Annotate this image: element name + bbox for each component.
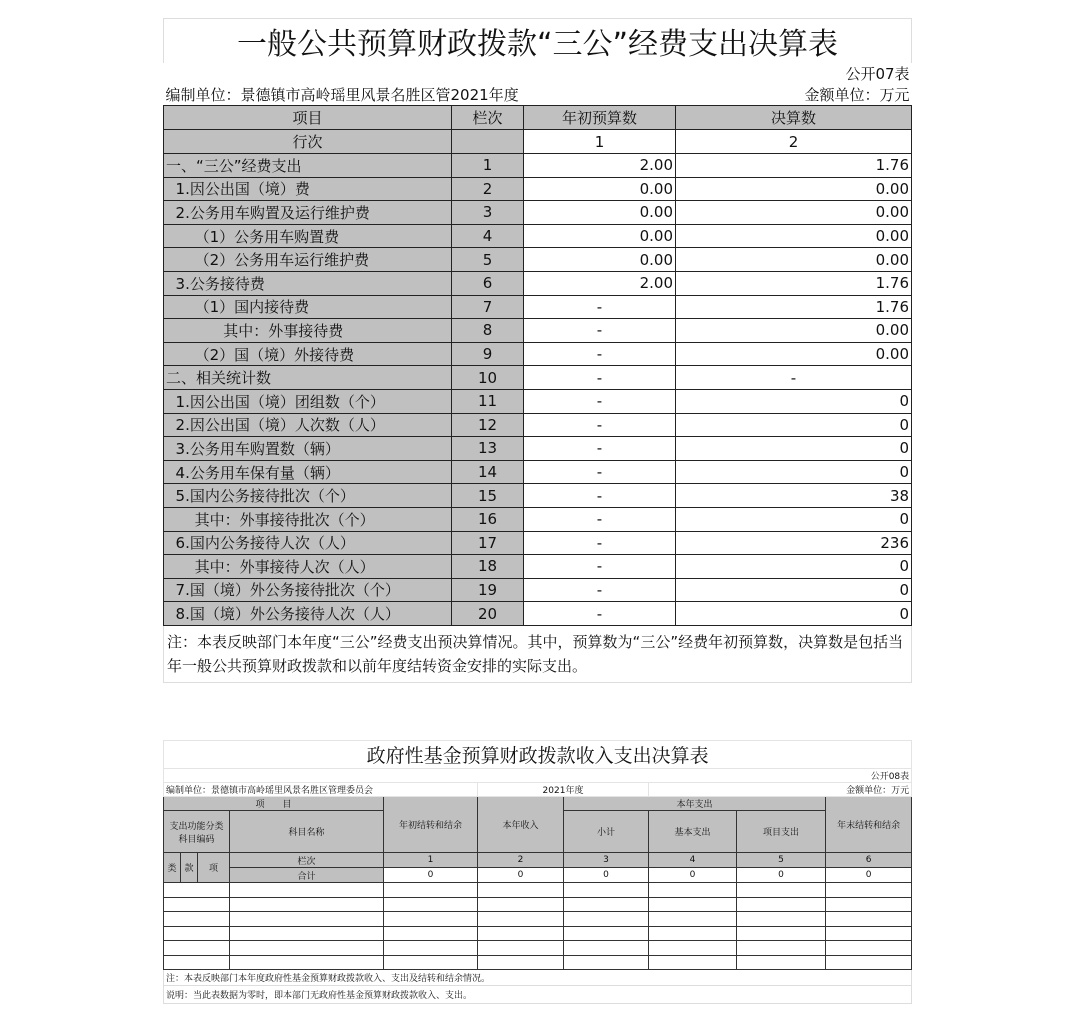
row-item: 二、相关统计数: [164, 366, 452, 390]
table-row: [164, 366, 912, 390]
empty-cell: [384, 897, 478, 912]
row-item: 2.公务用车购置及运行维护费: [164, 201, 452, 225]
row-item: （1）公务用车购置费: [164, 224, 452, 248]
table-row: [164, 602, 912, 626]
table-row: [164, 555, 912, 579]
empty-cell: [164, 926, 230, 941]
header-item: 项目: [164, 106, 452, 130]
row-item: 1.因公出国（境）费: [164, 177, 452, 201]
empty-cell: [649, 883, 737, 898]
row-column-no: 3: [452, 201, 524, 225]
row-final: 0: [676, 460, 912, 484]
row-column-no: 18: [452, 555, 524, 579]
table2-org: 编制单位：景德镇市高岭瑶里风景名胜区管理委员会: [164, 783, 478, 797]
table2-note: 注：本表反映部门本年度政府性基金预算财政拨款收入、支出及结转和结余情况。: [164, 970, 912, 986]
row-item: 其中：外事接待人次（人）: [164, 555, 452, 579]
table-row: [164, 248, 912, 272]
year-label: 2021年度: [450, 86, 519, 104]
row-final: 0: [676, 578, 912, 602]
row-final: 0: [676, 389, 912, 413]
table-row: [164, 578, 912, 602]
row-column-no: 9: [452, 342, 524, 366]
table1-note: 注：本表反映部门本年度“三公”经费支出预决算情况。其中，预算数为“三公”经费年初预算数，决算数是包括当年一般公共预算财政拨款和以前年度结转资金安排的实际支出。: [164, 625, 912, 682]
total-value: 0: [826, 868, 912, 883]
empty-row: [164, 955, 912, 970]
table1-title: 一般公共预算财政拨款“三公”经费支出决算表: [164, 19, 912, 64]
row-index-2: 2: [676, 130, 912, 154]
empty-cell: [164, 897, 230, 912]
header-final: 决算数: [676, 106, 912, 130]
empty-cell: [649, 941, 737, 956]
row-final: 0.00: [676, 201, 912, 225]
row-column-no: 10: [452, 366, 524, 390]
row-budget: 0.00: [524, 177, 676, 201]
row-item: （1）国内接待费: [164, 295, 452, 319]
row-budget: -: [524, 319, 676, 343]
row-final: -: [676, 366, 912, 390]
table2-title: 政府性基金预算财政拨款收入支出决算表: [164, 741, 912, 769]
total-label: 合计: [230, 868, 384, 883]
row-item: 6.国内公务接待人次（人）: [164, 531, 452, 555]
empty-cell: [826, 955, 912, 970]
row-item: （2）公务用车运行维护费: [164, 248, 452, 272]
row-final: 0: [676, 413, 912, 437]
header-code: 支出功能分类科目编码: [164, 811, 230, 853]
empty-cell: [164, 912, 230, 927]
empty-cell: [564, 941, 649, 956]
row-item: （2）国（境）外接待费: [164, 342, 452, 366]
empty-row: [164, 897, 912, 912]
code-kuan: 款: [181, 853, 198, 883]
total-value: 0: [478, 868, 564, 883]
empty-cell: [164, 883, 230, 898]
empty-row: [164, 941, 912, 956]
table1-org: [164, 84, 524, 106]
row-final: 0.00: [676, 224, 912, 248]
row-budget: -: [524, 460, 676, 484]
row-column-no: 11: [452, 389, 524, 413]
row-budget: 0.00: [524, 201, 676, 225]
row-item: 1.因公出国（境）团组数（个）: [164, 389, 452, 413]
total-value: 0: [564, 868, 649, 883]
table-row: [164, 271, 912, 295]
table-row: [164, 319, 912, 343]
row-item: 2.因公出国（境）人次数（人）: [164, 413, 452, 437]
row-column-no: 19: [452, 578, 524, 602]
empty-cell: [649, 912, 737, 927]
empty-cell: [826, 926, 912, 941]
row-item: 一、“三公”经费支出: [164, 154, 452, 178]
empty-cell: [384, 926, 478, 941]
three-public-expenses-table: [163, 18, 912, 683]
empty-cell: [649, 926, 737, 941]
row-budget: -: [524, 507, 676, 531]
row-column-no: 5: [452, 248, 524, 272]
total-value: 0: [384, 868, 478, 883]
empty-cell: [230, 926, 384, 941]
empty-cell: [826, 941, 912, 956]
empty-row: [164, 926, 912, 941]
empty-cell: [737, 955, 826, 970]
row-final: 0: [676, 555, 912, 579]
table-row: [164, 460, 912, 484]
row-item: 8.国（境）外公务接待人次（人）: [164, 602, 452, 626]
table2-number: 公开08表: [164, 769, 912, 783]
empty-cell: [230, 897, 384, 912]
empty-cell: [826, 883, 912, 898]
table1-number: 公开07表: [845, 65, 910, 83]
row-final: 1.76: [676, 271, 912, 295]
col-index: 5: [737, 853, 826, 868]
header-subject-name: 科目名称: [230, 811, 384, 853]
row-item: 5.国内公务接待批次（个）: [164, 484, 452, 508]
code-xiang: 项: [198, 853, 230, 883]
row-column-no: 4: [452, 224, 524, 248]
table-row: [164, 154, 912, 178]
table-row: [164, 413, 912, 437]
row-budget: 0.00: [524, 224, 676, 248]
table-row: [164, 484, 912, 508]
row-column-no: 13: [452, 437, 524, 461]
empty-cell: [384, 912, 478, 927]
empty-cell: [737, 897, 826, 912]
empty-cell: [564, 883, 649, 898]
row-item: 3.公务接待费: [164, 271, 452, 295]
row-budget: 2.00: [524, 271, 676, 295]
row-budget: 2.00: [524, 154, 676, 178]
header-basic: 基本支出: [649, 811, 737, 853]
table-row: [164, 224, 912, 248]
row-final: 236: [676, 531, 912, 555]
empty-cell: [230, 941, 384, 956]
row-column-no: 17: [452, 531, 524, 555]
empty-cell: [230, 912, 384, 927]
row-item: 其中：外事接待费: [164, 319, 452, 343]
row-column-no: 14: [452, 460, 524, 484]
empty-cell: [649, 897, 737, 912]
empty-cell: [164, 955, 230, 970]
table-row: [164, 437, 912, 461]
code-lei: 类: [164, 853, 181, 883]
row-budget: -: [524, 531, 676, 555]
empty-cell: [384, 941, 478, 956]
empty-cell: [564, 897, 649, 912]
empty-cell: [478, 897, 564, 912]
header-expenditure: 本年支出: [564, 797, 826, 811]
table1-unit: 金额单位：万元: [804, 86, 910, 104]
row-final: 1.76: [676, 154, 912, 178]
empty-cell: [230, 883, 384, 898]
row-budget: -: [524, 295, 676, 319]
row-column-no: 1: [452, 154, 524, 178]
col-index: 3: [564, 853, 649, 868]
header-subtotal: 小计: [564, 811, 649, 853]
row-final: 1.76: [676, 295, 912, 319]
empty-cell: [230, 955, 384, 970]
row-column-no: 7: [452, 295, 524, 319]
empty-cell: [737, 912, 826, 927]
org-label: 编制单位：景德镇市高岭瑶里风景名胜区管: [165, 86, 451, 104]
row-column-no: 2: [452, 177, 524, 201]
table-row: [164, 507, 912, 531]
empty-cell: [737, 941, 826, 956]
row-final: 0: [676, 437, 912, 461]
row-budget: -: [524, 389, 676, 413]
row-column-no: 6: [452, 271, 524, 295]
row-index-label: 行次: [164, 130, 452, 154]
total-value: 0: [649, 868, 737, 883]
table-row: [164, 295, 912, 319]
empty-row: [164, 912, 912, 927]
row-budget: -: [524, 342, 676, 366]
header-item: 项 目: [164, 797, 384, 811]
header-income: 本年收入: [478, 797, 564, 853]
col-index: 4: [649, 853, 737, 868]
empty-row: [164, 883, 912, 898]
empty-cell: [384, 883, 478, 898]
row-budget: -: [524, 484, 676, 508]
row-item: 7.国（境）外公务接待批次（个）: [164, 578, 452, 602]
government-fund-table: [163, 740, 912, 1004]
empty-cell: [826, 912, 912, 927]
row-column-no: 20: [452, 602, 524, 626]
empty-cell: [649, 955, 737, 970]
empty-cell: [478, 883, 564, 898]
header-opening-balance: 年初结转和结余: [384, 797, 478, 853]
table2-unit: 金额单位：万元: [649, 783, 912, 797]
row-column-no: 16: [452, 507, 524, 531]
empty-cell: [564, 926, 649, 941]
row-final: 0.00: [676, 319, 912, 343]
table-row: [164, 531, 912, 555]
row-index-1: 1: [524, 130, 676, 154]
table-row: [164, 342, 912, 366]
row-budget: -: [524, 555, 676, 579]
row-item: 3.公务用车购置数（辆）: [164, 437, 452, 461]
row-column-no: 15: [452, 484, 524, 508]
table-row: [164, 201, 912, 225]
empty-cell: [478, 912, 564, 927]
row-budget: -: [524, 413, 676, 437]
table2-explanation: 说明：当此表数据为零时，即本部门无政府性基金预算财政拨款收入、支出。: [164, 986, 912, 1004]
total-value: 0: [737, 868, 826, 883]
row-item: 4.公务用车保有量（辆）: [164, 460, 452, 484]
empty-cell: [478, 955, 564, 970]
row-column-no: 8: [452, 319, 524, 343]
row-budget: -: [524, 366, 676, 390]
empty-cell: [737, 926, 826, 941]
col-index-label: 栏次: [230, 853, 384, 868]
row-budget: -: [524, 602, 676, 626]
empty-cell: [737, 883, 826, 898]
row-final: 0.00: [676, 248, 912, 272]
row-final: 0: [676, 507, 912, 531]
header-project: 项目支出: [737, 811, 826, 853]
row-budget: 0.00: [524, 248, 676, 272]
row-column-no: 12: [452, 413, 524, 437]
col-index: 6: [826, 853, 912, 868]
empty-cell: [478, 926, 564, 941]
empty-cell: [564, 912, 649, 927]
row-final: 38: [676, 484, 912, 508]
header-closing-balance: 年末结转和结余: [826, 797, 912, 853]
row-index-blank: [452, 130, 524, 154]
row-budget: -: [524, 578, 676, 602]
row-final: 0.00: [676, 177, 912, 201]
table-row: [164, 177, 912, 201]
table-row: [164, 389, 912, 413]
header-budget: 年初预算数: [524, 106, 676, 130]
empty-cell: [564, 955, 649, 970]
row-final: 0.00: [676, 342, 912, 366]
col-index: 2: [478, 853, 564, 868]
row-item: 其中：外事接待批次（个）: [164, 507, 452, 531]
empty-cell: [384, 955, 478, 970]
empty-cell: [826, 897, 912, 912]
header-column-no: 栏次: [452, 106, 524, 130]
table2-year: 2021年度: [478, 783, 649, 797]
empty-cell: [164, 941, 230, 956]
empty-cell: [478, 941, 564, 956]
col-index: 1: [384, 853, 478, 868]
row-final: 0: [676, 602, 912, 626]
row-budget: -: [524, 437, 676, 461]
